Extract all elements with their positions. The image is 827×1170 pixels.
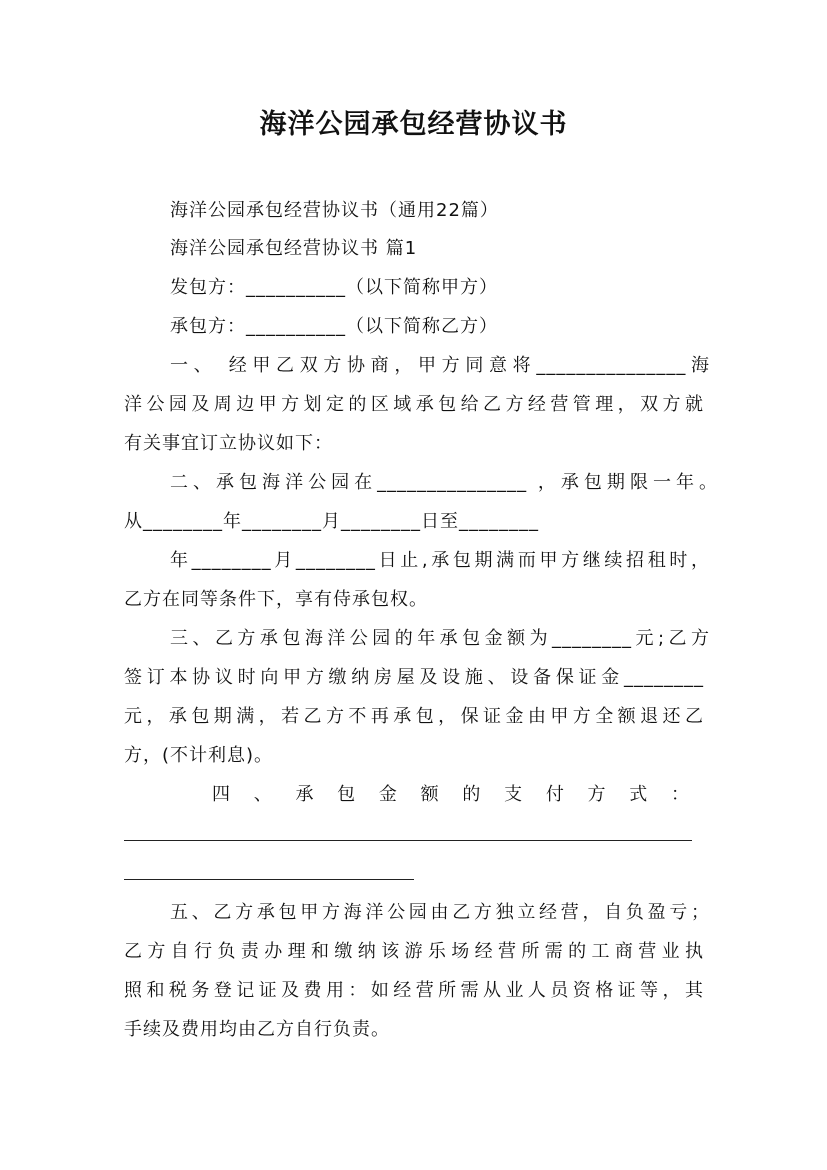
clause-3-line-3: 元，承包期满，若乙方不再承包，保证金由甲方全额退还乙 xyxy=(124,706,704,727)
clause-4-heading: 四 、 承 包 金 额 的 支 付 方 式 ： xyxy=(212,784,690,805)
clause-5-line-3: 照和税务登记证及费用：如经营所需从业人员资格证等，其 xyxy=(124,980,704,1001)
clause-2-line-3: 年________月________日止,承包期满而甲方继续招租时， xyxy=(170,550,710,571)
clause-3-line-1: 三、乙方承包海洋公园的年承包金额为________元;乙方 xyxy=(170,628,710,649)
clause-2-line-1: 二、承包海洋公园在_______________ ，承包期限一年。 xyxy=(170,472,718,493)
clause-1-line-1: 一、 经甲乙双方协商，甲方同意将_______________海 xyxy=(170,355,710,376)
clause-2-line-4: 乙方在同等条件下，享有侍承包权。 xyxy=(124,589,428,610)
section-heading: 海洋公园承包经营协议书 篇1 xyxy=(170,238,418,259)
clause-5-line-4: 手续及费用均由乙方自行负责。 xyxy=(124,1019,390,1040)
clause-2-line-2: 从________年________月________日至________ xyxy=(124,511,539,532)
clause-1-line-2: 洋公园及周边甲方划定的区域承包给乙方经营管理，双方就 xyxy=(124,394,704,415)
clause-5-line-2: 乙方自行负责办理和缴纳该游乐场经营所需的工商营业执 xyxy=(124,941,704,962)
clause-3-line-2: 签订本协议时向甲方缴纳房屋及设施、设备保证金________ xyxy=(124,667,704,688)
payment-blank-line-2 xyxy=(124,879,414,880)
document-title: 海洋公园承包经营协议书 xyxy=(259,109,568,140)
payment-blank-line-1 xyxy=(124,840,692,841)
clause-5-line-1: 五、乙方承包甲方海洋公园由乙方独立经营，自负盈亏； xyxy=(170,902,710,923)
clause-3-line-4: 方，(不计利息)。 xyxy=(124,745,274,766)
party-b-line: 承包方：__________（以下简称乙方） xyxy=(170,316,498,337)
subtitle-line: 海洋公园承包经营协议书（通用22篇） xyxy=(170,200,499,221)
party-a-line: 发包方：__________（以下简称甲方） xyxy=(170,277,498,298)
clause-1-line-3: 有关事宜订立协议如下： xyxy=(124,433,333,454)
